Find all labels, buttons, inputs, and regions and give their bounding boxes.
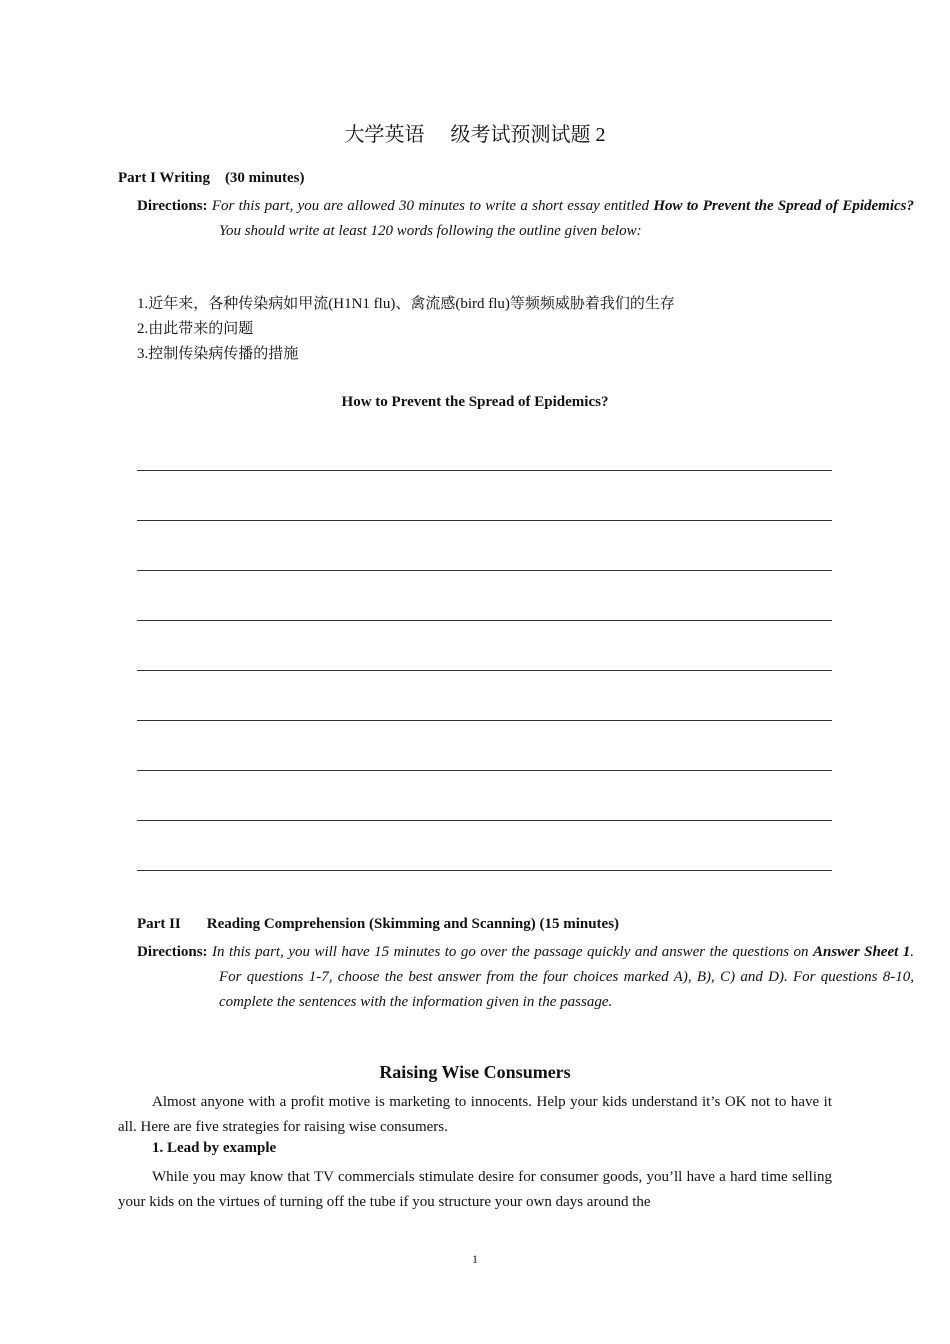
outline-item: 1.近年来，各种传染病如甲流(H1N1 flu)、禽流感(bird flu)等频频威胁着我们的生存 — [137, 296, 675, 312]
part2-directions: Directions: In this part, you will have 15 minutes to go over the passage quickly and answer the questions on Answer Sheet 1. For questions 1-7, choose the best answer from the four choices marked A), B), C) and D). For questions 8-10, complete the sentences with the information given in the passage. — [137, 944, 914, 1010]
directions-label: Directions: — [137, 198, 208, 214]
answer-sheet-reference: Answer Sheet 1 — [812, 944, 911, 960]
writing-line[interactable] — [137, 570, 832, 571]
writing-line[interactable] — [137, 620, 832, 621]
writing-line[interactable] — [137, 720, 832, 721]
document-title: 大学英语 级考试预测试题 2 — [344, 124, 606, 146]
directions-label: Directions: — [137, 944, 208, 960]
section-text: While you may know that TV commercials stimulate desire for consumer goods, you’ll have a hard time selling your kids on the virtues of turning off the tube if you structure your own days around the — [118, 1169, 832, 1210]
part1-directions: Directions: For this part, you are allowed 30 minutes to write a short essay entitled How to Prevent the Spread of Epidemics? You should write at least 120 words following the outline given below: — [137, 198, 914, 239]
passage-intro: Almost anyone with a profit motive is marketing to innocents. Help your kids understand it’s OK not to have it all. Here are five strategies for raising wise consumers. — [118, 1094, 832, 1135]
essay-topic: How to Prevent the Spread of Epidemics? — [653, 198, 914, 214]
part1-heading: Part I Writing (30 minutes) — [118, 170, 305, 186]
essay-title: How to Prevent the Spread of Epidemics? — [341, 394, 609, 410]
writing-line[interactable] — [137, 520, 832, 521]
outline-item: 3.控制传染病传播的措施 — [137, 346, 299, 362]
page-number: 1 — [472, 1252, 478, 1266]
essay-outline — [137, 292, 675, 367]
writing-line[interactable] — [137, 870, 832, 871]
part2-heading: Part II Reading Comprehension (Skimming and Scanning) (15 minutes) — [137, 916, 620, 932]
writing-line[interactable] — [137, 820, 832, 821]
writing-line[interactable] — [137, 770, 832, 771]
outline-item: 2.由此带来的问题 — [137, 321, 254, 337]
passage-title: Raising Wise Consumers — [379, 1062, 571, 1082]
writing-line[interactable] — [137, 670, 832, 671]
section-heading: 1. Lead by example — [152, 1140, 277, 1156]
writing-line[interactable] — [137, 470, 832, 471]
